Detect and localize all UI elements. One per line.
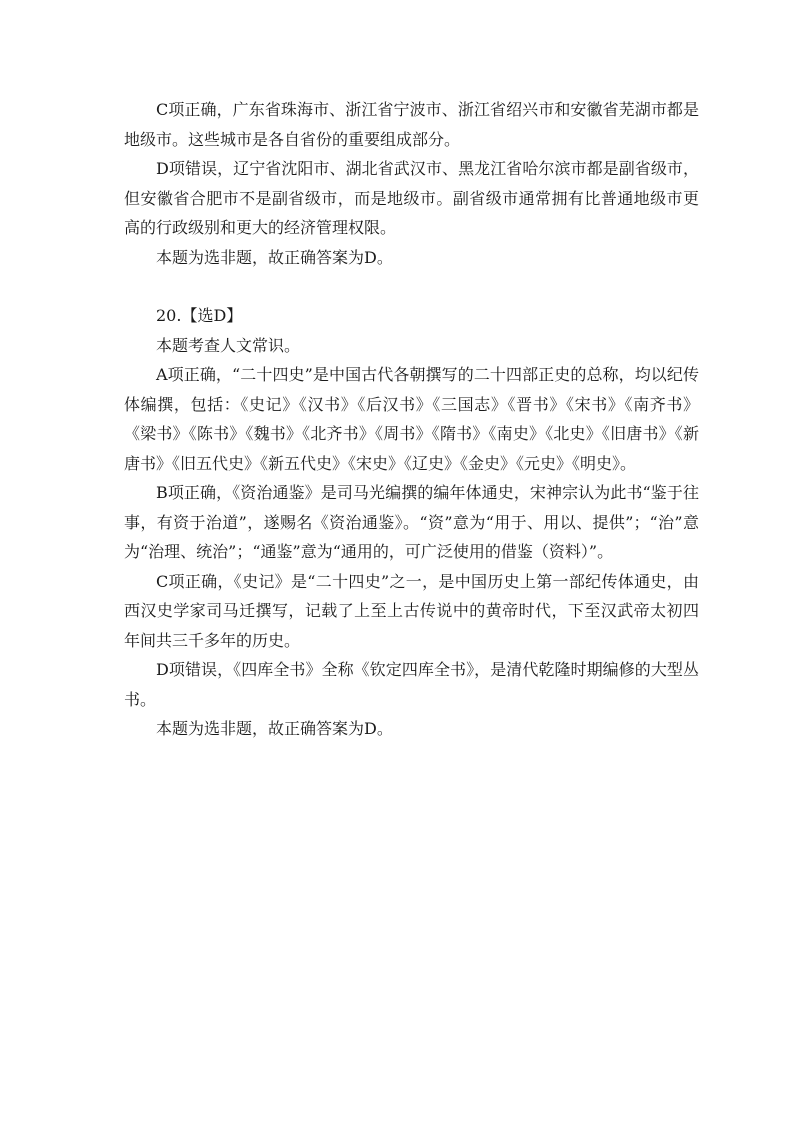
section-gap <box>124 272 699 301</box>
q20-option-d-explanation: D项错误，《四库全书》全称《钦定四库全书》，是清代乾隆时期编修的大型丛书。 <box>124 660 699 709</box>
q20-intro: 本题考查人文常识。 <box>156 335 301 355</box>
q19-option-c-explanation: C项正确，广东省珠海市、浙江省宁波市、浙江省绍兴市和安徽省芜湖市都是地级市。这些城市是各自省份的重要组成部分。 <box>124 100 699 149</box>
q20-option-c-explanation: C项正确，《史记》是“二十四史”之一，是中国历史上第一部纪传体通史，由西汉史学家司马迁撰写，记载了上至上古传说中的黄帝时代，下至汉武帝太初四年间共三千多年的历史。 <box>124 571 699 650</box>
q20-option-a-explanation: A项正确，“二十四史”是中国古代各朝撰写的二十四部正史的总称，均以纪传体编撰，包括：《史记》《汉书》《后汉书》《三国志》《晋书》《宋书》《南齐书》《梁书》《陈书》《魏书》《北齐书》《周书》《隋书》《南史》《北史》《旧唐书》《新唐书》《旧五代史》《新五代史》《宋史》《辽史》《金史》《元史》《明史》。 <box>124 365 699 473</box>
q20-heading: 20.【选D】 <box>156 306 243 325</box>
q19-conclusion: 本题为选非题，故正确答案为D。 <box>156 247 393 267</box>
document-content <box>124 95 699 744</box>
q20-conclusion: 本题为选非题，故正确答案为D。 <box>156 719 393 738</box>
q20-option-b-explanation: B项正确，《资治通鉴》是司马光编撰的编年体通史，宋神宗认为此书“鉴于往事，有资于治道”，遂赐名《资治通鉴》。“资”意为“用于、用以、提供”；“治”意为“治理、统治”；“通鉴”意为“通用的，可广泛使用的借鉴（资料）”。 <box>124 483 699 561</box>
q19-option-d-explanation: D项错误，辽宁省沈阳市、湖北省武汉市、黑龙江省哈尔滨市都是副省级市，但安徽省合肥市不是副省级市，而是地级市。副省级市通常拥有比普通地级市更高的行政级别和更大的经济管理权限。 <box>124 159 699 237</box>
